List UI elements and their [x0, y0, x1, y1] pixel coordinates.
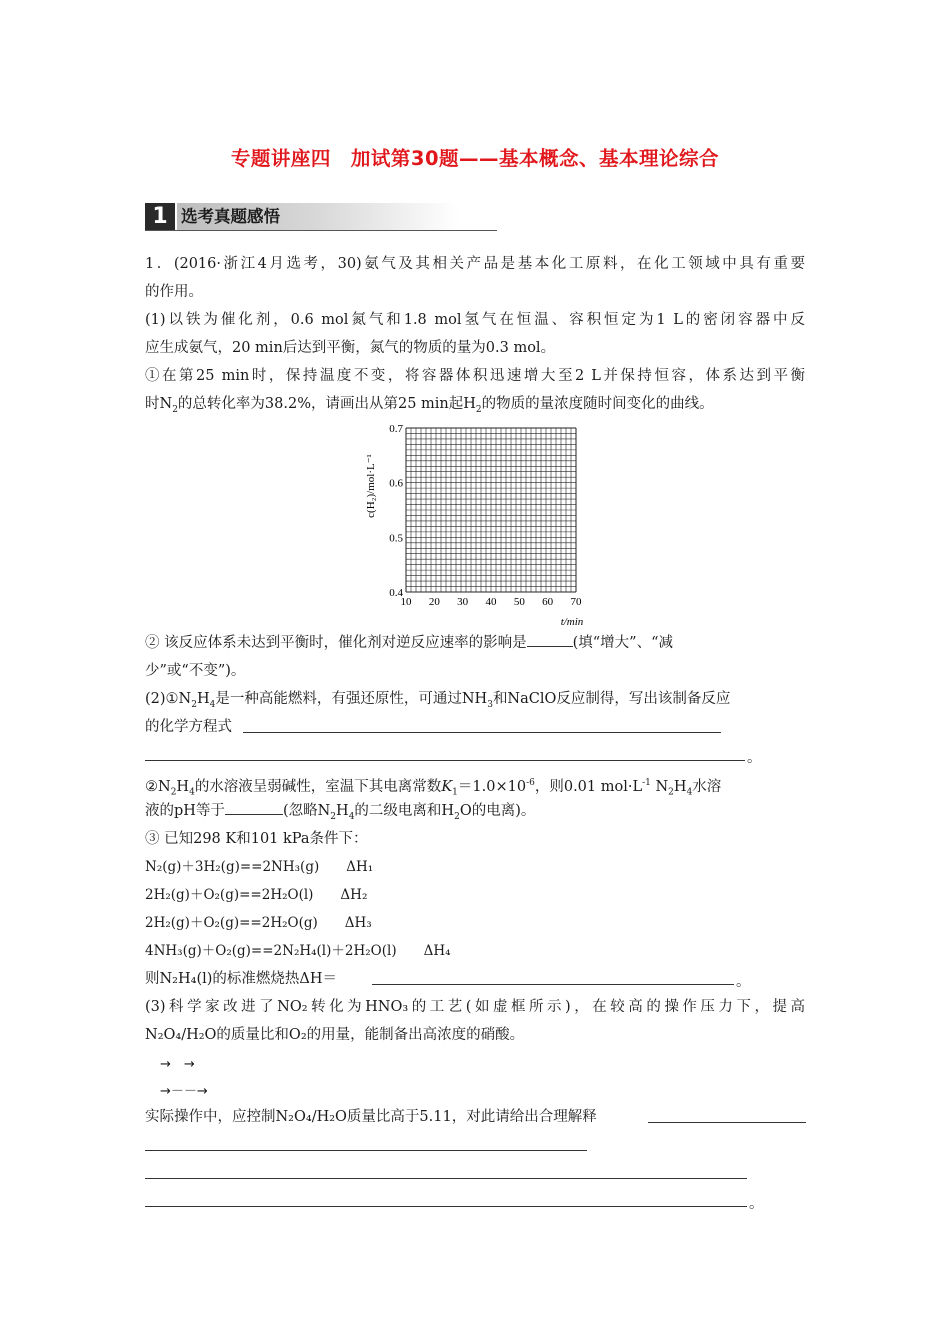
- x-tick-label: 50: [513, 596, 525, 608]
- q1-part2a-line2: 的化学方程式: [145, 719, 232, 735]
- q1-part1b-line2: 少”或“不变”)。: [145, 663, 246, 679]
- y-axis-label: c(H₂)/mol·L⁻¹: [365, 454, 377, 518]
- q1-part1-line1: (1)以铁为催化剂，0.6 mol氮气和1.8 mol氢气在恒温、容积恒定为1 L的密闭容器中反: [145, 312, 805, 328]
- text: 时N: [145, 396, 173, 412]
- section-number: 1: [145, 203, 175, 230]
- flow-arrows-1: → →: [160, 1057, 195, 1072]
- x-tick-label: 30: [457, 596, 469, 608]
- text: 的水溶液呈弱碱性，室温下其电离常数: [194, 778, 442, 795]
- x-tick-label: 60: [542, 596, 554, 608]
- text: O的电离)。: [459, 803, 536, 819]
- q1-part3-line2: N₂O₄/H₂O的质量比和O₂的用量，能制备出高浓度的硝酸。: [145, 1027, 525, 1043]
- flow-arrows-2: →－－→: [160, 1084, 208, 1099]
- answer-line[interactable]: [145, 1150, 587, 1151]
- x-tick-label: 70: [570, 596, 582, 608]
- y-tick-label: 0.6: [389, 477, 403, 490]
- q1-part2b-line2: 液的pH等于 (忽略$N_2H_4$的二级电离和$H_2O$的电离)。: [145, 803, 536, 822]
- q1-part1a-line2: 时$N_2$的总转化率为38.2%，请画出从第25 min起$H_2$的物质的量浓度随时间变化的曲线。: [145, 396, 714, 415]
- answer-line[interactable]: [372, 984, 734, 985]
- q1-part3-line1: (3)科学家改进了NO₂转化为HNO₃的工艺(如虚框所示)，在较高的操作压力下，提高: [145, 999, 805, 1015]
- q1-part1-line2: 应生成氨气，20 min后达到平衡，氮气的物质的量为0.3 mol。: [145, 340, 556, 356]
- text: ＝1.0×10: [457, 778, 527, 795]
- text: ，则0.01 mol·L: [534, 778, 643, 795]
- q1-intro-line2: 的作用。: [145, 284, 203, 300]
- x-tick-label: 10: [400, 596, 412, 608]
- q1-part2c-final: 则N₂H₄(l)的标准燃烧热ΔH＝: [145, 971, 338, 987]
- section-header: [145, 203, 497, 231]
- equation-3: 2H₂(g)＋O₂(g)==2H₂O(g) ΔH₃: [145, 915, 372, 931]
- text: 和NaClO反应制得，写出该制备反应: [492, 691, 731, 707]
- answer-line[interactable]: [145, 1206, 747, 1207]
- text: 的二级电离和H: [354, 803, 455, 819]
- answer-line[interactable]: [145, 760, 745, 761]
- page-title: 专题讲座四 加试第30题——基本概念、基本理论综合: [230, 147, 720, 170]
- x-tick-label: 20: [428, 596, 440, 608]
- answer-blank[interactable]: [527, 634, 573, 647]
- h2-concentration-grid: [360, 418, 590, 630]
- section-label: 选考真题感悟: [177, 203, 459, 230]
- answer-line[interactable]: [145, 1178, 747, 1179]
- q1-part2a-line1: $(2)①N_2H_4$是一种高能燃料，有强还原性，可通过$NH_3$和NaClO反应制得，写出该制备反应: [145, 691, 731, 710]
- q1-part3-line3: 实际操作中，应控制N₂O₄/H₂O质量比高于5.11，对此请给出合理解释: [145, 1109, 597, 1125]
- text: (忽略N: [282, 803, 331, 819]
- q1-part1a-line1: ①在第25 min时，保持温度不变，将容器体积迅速增大至2 L并保持恒容，体系达到平衡: [145, 368, 805, 384]
- q1-part2c-line1: ③ 已知298 K和101 kPa条件下：: [145, 831, 368, 847]
- text: ②N: [145, 778, 171, 795]
- period: 。: [736, 974, 751, 990]
- text: 是一种高能燃料，有强还原性，可通过NH: [215, 691, 488, 707]
- y-tick-label: 0.5: [389, 532, 403, 545]
- text: 水溶: [692, 778, 722, 795]
- y-tick-label: 0.4: [389, 587, 403, 599]
- text: -1: [642, 778, 651, 788]
- answer-line[interactable]: [243, 732, 721, 733]
- equation-1: N₂(g)＋3H₂(g)==2NH₃(g) ΔH₁: [145, 859, 374, 875]
- equation-4: 4NH₃(g)＋O₂(g)==2N₂H₄(l)＋2H₂O(l) ΔH₄: [145, 943, 451, 959]
- text: 液的pH等于: [145, 803, 225, 819]
- text: N: [655, 778, 669, 795]
- x-axis-label: t/min: [560, 616, 584, 628]
- text: K: [441, 778, 453, 795]
- section-rule: [145, 230, 497, 231]
- text: 的物质的量浓度随时间变化的曲线。: [481, 396, 714, 412]
- text: ② 该反应体系未达到平衡时，催化剂对逆反应速率的影响是: [145, 635, 527, 651]
- y-tick-label: 0.7: [389, 423, 403, 435]
- x-tick-label: 40: [485, 596, 497, 608]
- answer-line[interactable]: [648, 1122, 806, 1123]
- answer-blank[interactable]: [225, 802, 283, 815]
- text: 的总转化率为38.2%，请画出从第25 min起H: [177, 396, 476, 412]
- period: 。: [747, 750, 762, 766]
- q1-part1b-line1: [145, 634, 673, 652]
- text: (2)①N: [145, 691, 192, 707]
- equation-2: 2H₂(g)＋O₂(g)==2H₂O(l) ΔH₂: [145, 887, 368, 903]
- text: (填“增大”、“减: [572, 635, 674, 651]
- text: -6: [526, 778, 535, 788]
- period: 。: [749, 1196, 764, 1212]
- q1-intro-line1: 1．(2016·浙江4月选考，30)氨气及其相关产品是基本化工原料，在化工领域中具有重要: [145, 256, 805, 272]
- q1-part2b-line1: $②N_2H_4$的水溶液呈弱碱性，室温下其电离常数$K_1=1.0\times 10^{-6}$，则0.01 $mol\cdot L^{-1}$ $N_2H_4$水溶: [145, 778, 722, 798]
